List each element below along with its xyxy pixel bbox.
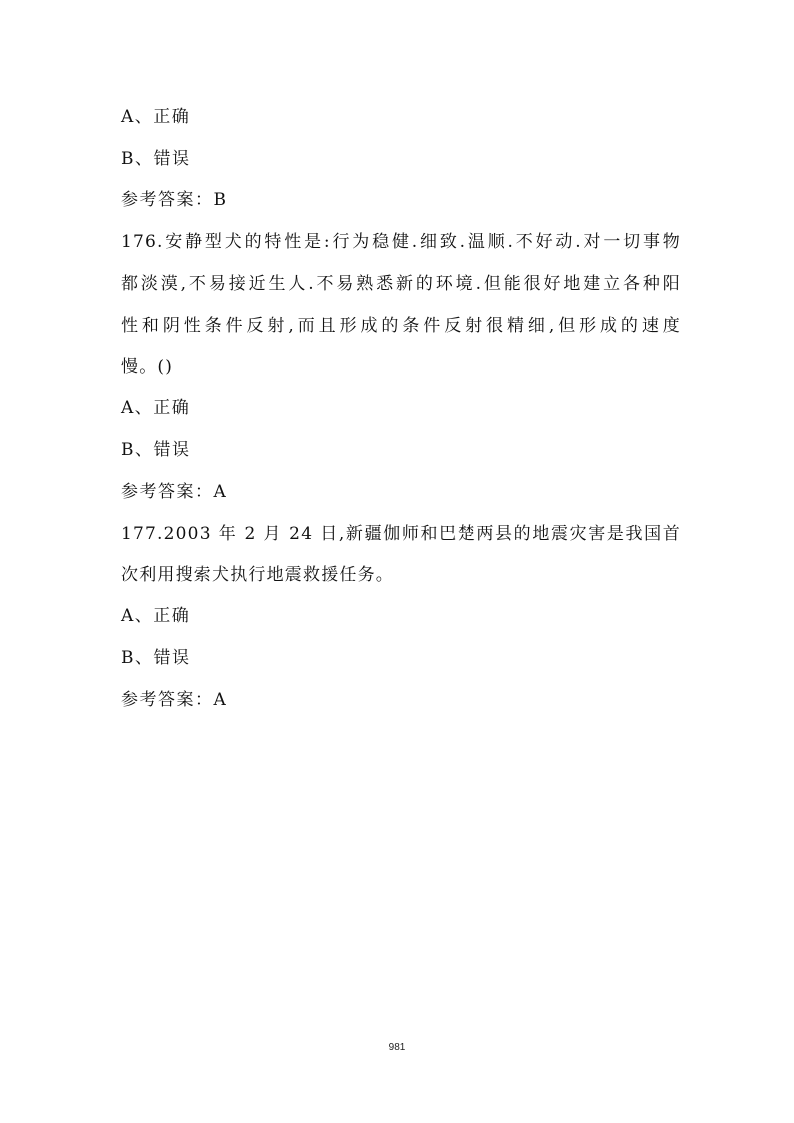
question-176-line-3: 性和阴性条件反射,而且形成的条件反射很精细,但形成的速度 [121, 316, 681, 336]
option-a: A、正确 [121, 107, 191, 127]
reference-answer: 参考答案：A [121, 690, 228, 710]
question-177-line-1: 177.2003 年 2 月 24 日,新疆伽师和巴楚两县的地震灾害是我国首 [121, 524, 681, 544]
option-a: A、正确 [121, 606, 191, 626]
question-176-line-1: 176.安静型犬的特性是:行为稳健.细致.温顺.不好动.对一切事物 [121, 232, 681, 252]
option-b: B、错误 [121, 440, 191, 460]
page-number: 981 [388, 1042, 406, 1053]
option-b: B、错误 [121, 149, 191, 169]
reference-answer: 参考答案：B [121, 190, 228, 210]
option-a: A、正确 [121, 398, 191, 418]
question-176-line-2: 都淡漠,不易接近生人.不易熟悉新的环境.但能很好地建立各种阳 [121, 274, 681, 294]
question-176-line-4: 慢。() [121, 357, 174, 377]
reference-answer: 参考答案：A [121, 482, 228, 502]
question-177-line-2: 次利用搜索犬执行地震救援任务。 [121, 565, 394, 585]
option-b: B、错误 [121, 648, 191, 668]
